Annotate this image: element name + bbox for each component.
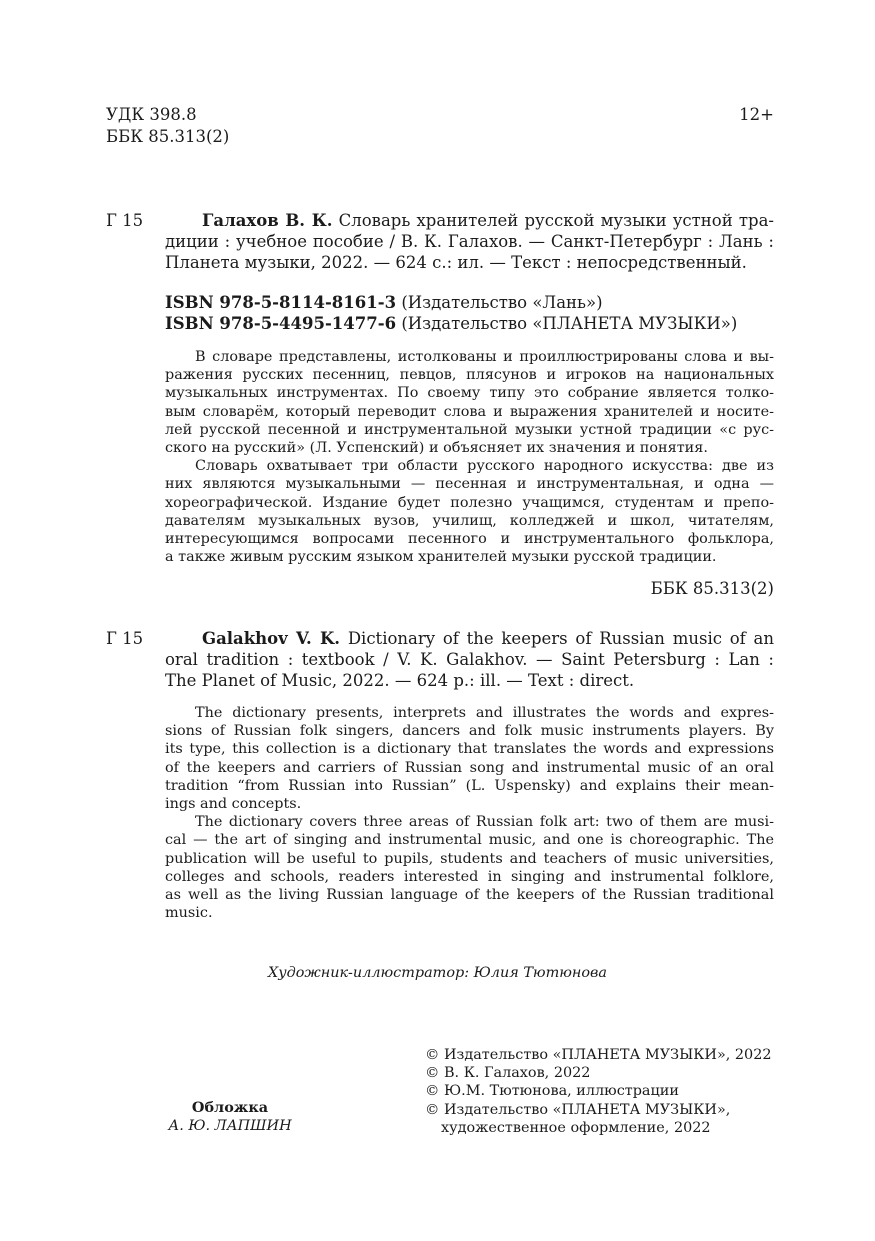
isbn-2-number: ISBN 978-5-4495-1477-6 bbox=[165, 314, 397, 333]
en-record-line1 bbox=[202, 628, 774, 649]
en-abstract-line: sions of Russian folk singers, dancers and folk music instruments players. By bbox=[165, 723, 774, 740]
age-rating: 12+ bbox=[739, 105, 774, 124]
cover-artist: А. Ю. ЛАПШИН bbox=[168, 1118, 292, 1135]
ru-abstract-line: вым словарём, который переводит слова и выражения хранителей и носите- bbox=[165, 403, 774, 420]
en-abstract-line: ings and concepts. bbox=[165, 796, 302, 813]
ru-record-cont bbox=[165, 231, 774, 273]
isbn-1-publisher: (Издательство «Лань») bbox=[401, 293, 603, 312]
copyright-line: © Ю.М. Тютюнова, иллюстрации bbox=[425, 1083, 679, 1100]
copyright-line: © Издательство «ПЛАНЕТА МУЗЫКИ», bbox=[425, 1101, 731, 1118]
isbn-1-number: ISBN 978-5-8114-8161-3 bbox=[165, 293, 397, 312]
en-record-line3: The Planet of Music, 2022. — 624 p.: ill. — Text : direct. bbox=[165, 671, 635, 690]
en-abstract-line: music. bbox=[165, 905, 213, 922]
ru-abstract-line: В словаре представлены, истолкованы и проиллюстрированы слова и вы- bbox=[195, 349, 774, 365]
ru-abstract-line: интересующимся вопросами песенного и инструментального фольклора, bbox=[165, 531, 774, 548]
copyright-line: художественное оформление, 2022 bbox=[441, 1119, 711, 1136]
ru-record-line1 bbox=[202, 210, 774, 231]
en-author-code: Г 15 bbox=[106, 629, 144, 648]
ru-abstract bbox=[165, 348, 774, 566]
en-title: Dictionary of the keepers of Russian music of an bbox=[347, 629, 774, 648]
copyright-line: © Издательство «ПЛАНЕТА МУЗЫКИ», 2022 bbox=[425, 1047, 772, 1063]
en-author: Galakhov V. K. bbox=[202, 629, 341, 648]
isbn-2-publisher: (Издательство «ПЛАНЕТА МУЗЫКИ») bbox=[401, 314, 738, 333]
en-abstract-line: of the keepers and carriers of Russian song and instrumental music of an oral bbox=[165, 759, 774, 776]
isbn-1 bbox=[165, 292, 603, 313]
ru-abstract-line: музыкальных инструментах. По своему типу это собрание является толко- bbox=[165, 385, 774, 402]
ru-abstract-line: ского на русский» (Л. Успенский) и объясняет их значения и понятия. bbox=[165, 440, 708, 457]
ru-abstract-line: Словарь охватывает три области русского народного искусства: две из bbox=[195, 458, 774, 475]
isbn-2 bbox=[165, 313, 737, 334]
ru-record-line3: Планета музыки, 2022. — 624 с.: ил. — Текст : непосредственный. bbox=[165, 253, 747, 272]
ru-abstract-line: лей русской песенной и инструментальной музыки устной традиции «с рус- bbox=[165, 421, 774, 438]
en-record-line2: oral tradition : textbook / V. K. Galakhov. — Saint Petersburg : Lan : bbox=[165, 650, 774, 669]
ru-abstract-line: них являются музыкальными — песенная и инструментальная, и одна — bbox=[165, 476, 774, 493]
ru-title: Словарь хранителей русской музыки устной тра- bbox=[338, 211, 774, 230]
en-abstract-line: publication will be useful to pupils, students and teachers of music universities, bbox=[165, 850, 774, 867]
en-abstract-line: The dictionary presents, interprets and illustrates the words and expres- bbox=[195, 705, 774, 721]
en-abstract-line: The dictionary covers three areas of Russian folk art: two of them are musi- bbox=[195, 814, 774, 831]
en-abstract-line: as well as the living Russian language of the keepers of the Russian traditional bbox=[165, 887, 774, 904]
ru-abstract-line: хореографической. Издание будет полезно учащимся, студентам и препо- bbox=[165, 494, 774, 511]
ru-abstract-line: давателям музыкальных вузов, училищ, колледжей и школ, читателям, bbox=[165, 512, 774, 529]
ru-record-line2: диции : учебное пособие / В. К. Галахов. — Санкт-Петербург : Лань : bbox=[165, 232, 774, 251]
ru-bbk-footer: ББК 85.313(2) bbox=[650, 579, 774, 598]
ru-abstract-line: а также живым русским языком хранителей музыки русской традиции. bbox=[165, 549, 717, 566]
bbk-code: ББК 85.313(2) bbox=[106, 127, 230, 146]
en-abstract-line: tradition “from Russian into Russian” (L. Uspensky) and explains their mean- bbox=[165, 777, 774, 794]
ru-abstract-line: ражения русских песенниц, певцов, плясунов и игроков на национальных bbox=[165, 367, 774, 384]
cover-label: Обложка bbox=[191, 1099, 269, 1116]
cover-credit bbox=[165, 1099, 295, 1135]
en-record-cont bbox=[165, 649, 774, 691]
en-abstract-line: colleges and schools, readers interested in singing and instrumental folklore, bbox=[165, 868, 774, 885]
ru-author-code: Г 15 bbox=[106, 211, 144, 230]
copyright-block bbox=[425, 1046, 772, 1137]
copyright-line: © В. К. Галахов, 2022 bbox=[425, 1065, 591, 1082]
udk-code: УДК 398.8 bbox=[106, 105, 197, 124]
en-abstract-line: its type, this collection is a dictionary that translates the words and expressions bbox=[165, 741, 774, 758]
en-abstract bbox=[165, 704, 774, 922]
en-abstract-line: cal — the art of singing and instrumental music, and one is choreographic. The bbox=[165, 832, 774, 849]
ru-author: Галахов В. К. bbox=[202, 211, 333, 230]
illustrator-credit: Художник-иллюстратор: Юлия Тютюнова bbox=[267, 965, 608, 981]
